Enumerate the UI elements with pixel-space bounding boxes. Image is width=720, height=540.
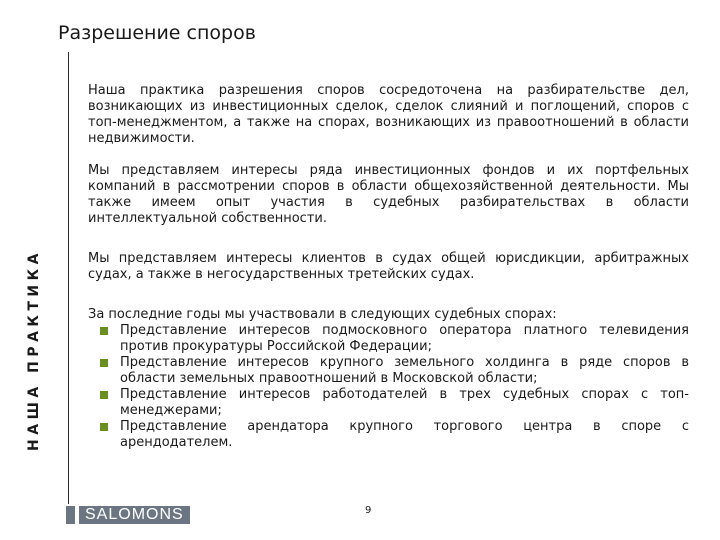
- section-side-label: НАША ПРАКТИКА: [26, 249, 42, 451]
- cases-list: [88, 323, 689, 451]
- paragraph-practice-focus: Наша практика разрешения споров сосредоточена на разбирательстве дел, возникающих из инвестиционных сделок, сделок слияний и поглощений, споров с топ-менеджментом, а также на спорах, возникающих из правоотношений в области недвижимости.: [88, 83, 689, 146]
- page-title: Разрешение споров: [58, 22, 256, 44]
- square-bullet-icon: [100, 327, 108, 335]
- list-item: [88, 387, 689, 419]
- case-text: Представление арендатора крупного торгового центра в споре с арендодателем.: [120, 419, 689, 450]
- case-text: Представление интересов крупного земельного холдинга в ряде споров в области земельных правоотношений в Московской области;: [120, 355, 689, 386]
- company-logo: [66, 506, 190, 524]
- list-item: [88, 323, 689, 355]
- divider-line: [68, 52, 69, 504]
- square-bullet-icon: [100, 423, 108, 431]
- main-content: [88, 83, 689, 451]
- cases-intro: За последние годы мы участвовали в следующих судебных спорах:: [88, 307, 557, 322]
- square-bullet-icon: [100, 391, 108, 399]
- case-text: Представление интересов подмосковного оператора платного телевидения против прокуратуры Российской Федерации;: [120, 323, 689, 354]
- list-item: [88, 419, 689, 451]
- paragraph-investment-funds: Мы представляем интересы ряда инвестиционных фондов и их портфельных компаний в рассмотрении споров в области общехозяйственной деятельности. Мы также имеем опыт участия в судебных разбирательствах в области интеллектуальной собственности.: [88, 163, 689, 226]
- list-item: [88, 355, 689, 387]
- case-text: Представление интересов работодателей в трех судебных спорах с топ-менеджерами;: [120, 387, 689, 418]
- logo-bar-icon: [66, 506, 75, 524]
- square-bullet-icon: [100, 359, 108, 367]
- logo-text: SALOMONS: [79, 506, 190, 524]
- paragraph-courts: Мы представляем интересы клиентов в судах общей юрисдикции, арбитражных судах, а также в негосударственных третейских судах.: [88, 251, 689, 282]
- page-number: 9: [365, 505, 372, 516]
- cases-block: [88, 307, 689, 451]
